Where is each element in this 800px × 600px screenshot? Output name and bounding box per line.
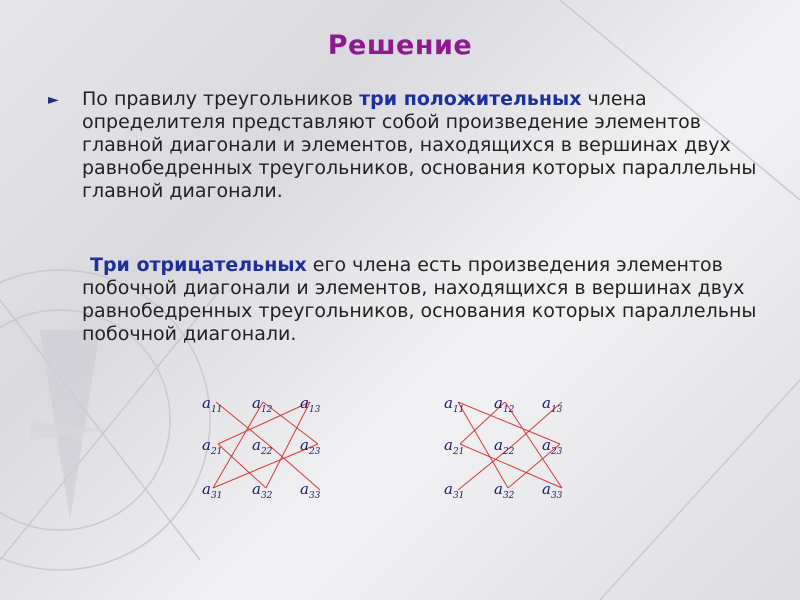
matrix-cell: $a_{31}$ — [202, 480, 223, 501]
matrix-cell: $a_{22}$ — [494, 436, 515, 457]
matrix-cell: $a_{11}$ — [202, 394, 223, 415]
matrix-cell: $a_{12}$ — [494, 394, 515, 415]
matrix-cell: $a_{13}$ — [300, 394, 321, 415]
matrix-cell: $a_{31}$ — [444, 480, 465, 501]
highlight-negative: Три отрицательных — [90, 254, 307, 276]
matrix-cell: $a_{21}$ — [444, 436, 465, 457]
matrix-cell: $a_{32}$ — [494, 480, 515, 501]
side-diagonal-lines — [440, 388, 630, 503]
matrix-cell: $a_{23}$ — [542, 436, 563, 457]
matrix-cell: $a_{33}$ — [300, 480, 321, 501]
paragraph-negative-terms — [82, 254, 772, 346]
matrix-cell: $a_{23}$ — [300, 436, 321, 457]
slide-title: Решение — [327, 30, 473, 61]
paragraph2-text-after: его члена есть произведения элементов побочной диагонали и элементов, находящихся в вершинах двух равнобедренных треугольников, основания которых параллельны побочной диагонали. — [82, 254, 757, 345]
matrix-cell: $a_{32}$ — [252, 480, 273, 501]
matrix-cell: $a_{22}$ — [252, 436, 273, 457]
matrix-side-diagonal-diagram — [440, 388, 630, 503]
paragraph-positive-terms — [82, 88, 772, 203]
matrix-cell: $a_{11}$ — [444, 394, 465, 415]
highlight-positive: три положительных — [359, 88, 582, 110]
triangle-bullet-icon: ► — [48, 92, 59, 108]
main-diagonal-lines — [198, 388, 388, 503]
matrix-main-diagonal-diagram — [198, 388, 388, 503]
matrix-cell: $a_{21}$ — [202, 436, 223, 457]
paragraph1-text-before: По правилу треугольников — [82, 88, 360, 110]
matrix-cell: $a_{12}$ — [252, 394, 273, 415]
matrix-cell: $a_{13}$ — [542, 394, 563, 415]
paragraph1-text-after: члена определителя представляют собой произведение элементов главной диагонали и элементов, находящихся в вершинах двух равнобедренных треугольников, основания которых параллельны главной диагонали. — [82, 88, 757, 202]
matrix-cell: $a_{33}$ — [542, 480, 563, 501]
